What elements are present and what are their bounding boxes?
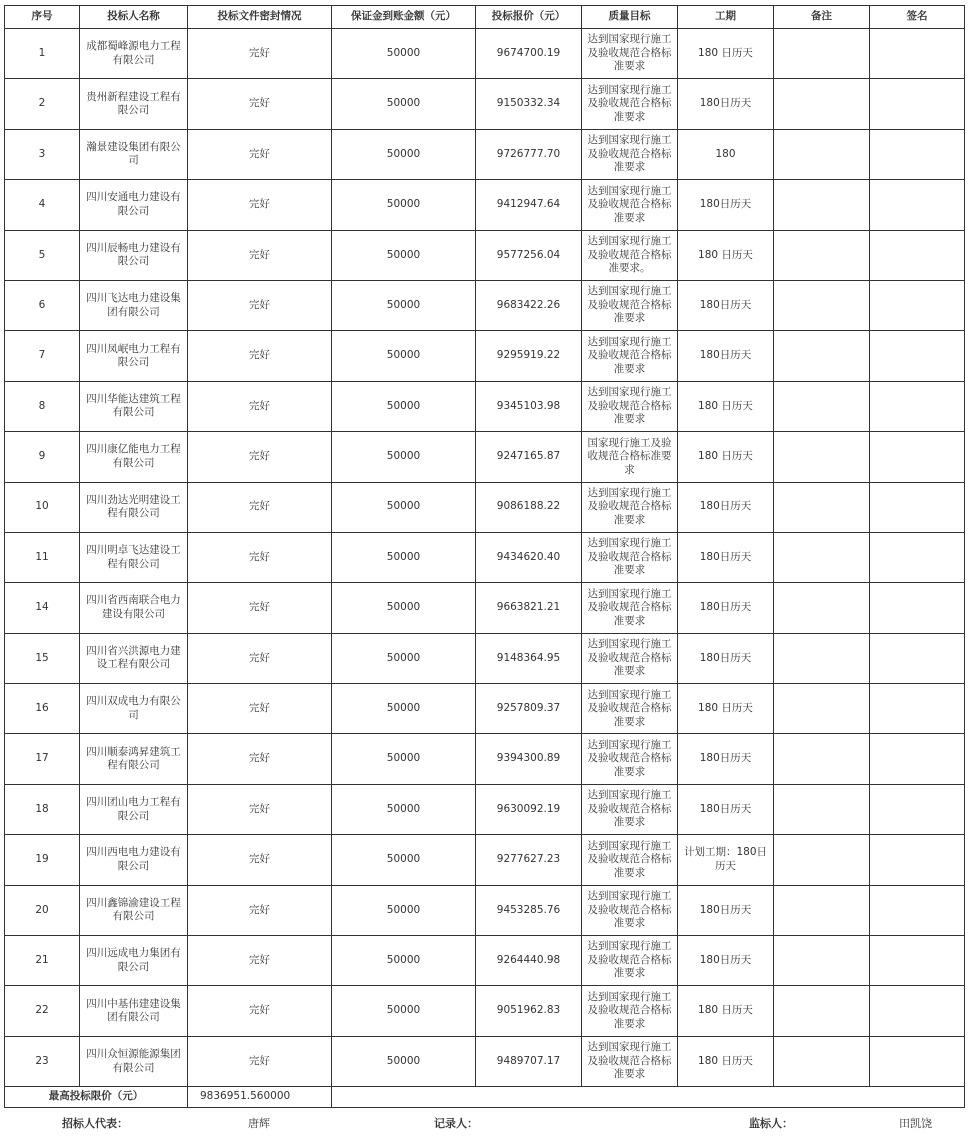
bid-price-cell: 9726777.70 xyxy=(476,129,582,179)
row-no-cell: 3 xyxy=(5,129,80,179)
bidder-name-cell: 四川明卓飞达建设工程有限公司 xyxy=(80,532,188,582)
seal-status-cell: 完好 xyxy=(188,633,332,683)
quality-target-cell: 达到国家现行施工及验收规范合格标准要求 xyxy=(582,29,678,79)
remark-cell xyxy=(774,885,870,935)
row-no-cell: 1 xyxy=(5,29,80,79)
signature-cell xyxy=(870,280,965,330)
deposit-amount-cell: 50000 xyxy=(332,280,476,330)
bid-price-cell: 9295919.22 xyxy=(476,331,582,381)
signature-cell xyxy=(870,29,965,79)
row-no-cell: 4 xyxy=(5,180,80,230)
deposit-amount-cell: 50000 xyxy=(332,432,476,482)
signature-cell xyxy=(870,180,965,230)
bidder-name-cell: 四川西电电力建设有限公司 xyxy=(80,835,188,885)
quality-target-cell: 达到国家现行施工及验收规范合格标准要求 xyxy=(582,784,678,834)
row-no-cell: 11 xyxy=(5,532,80,582)
deposit-amount-cell: 50000 xyxy=(332,684,476,734)
deposit-amount-cell: 50000 xyxy=(332,936,476,986)
deposit-amount-cell: 50000 xyxy=(332,482,476,532)
bidder-name-cell: 四川飞达电力建设集团有限公司 xyxy=(80,280,188,330)
signature-line xyxy=(4,1114,964,1132)
table-row xyxy=(5,633,965,683)
seal-status-cell: 完好 xyxy=(188,936,332,986)
quality-target-cell: 达到国家现行施工及验收规范合格标准要求 xyxy=(582,129,678,179)
remark-cell xyxy=(774,633,870,683)
bidder-name-cell: 贵州新程建设工程有限公司 xyxy=(80,79,188,129)
bidder-name-cell: 四川顺泰鸿昇建筑工程有限公司 xyxy=(80,734,188,784)
seal-status-cell: 完好 xyxy=(188,835,332,885)
seal-status-cell: 完好 xyxy=(188,432,332,482)
construction-period-cell: 180 日历天 xyxy=(678,684,774,734)
deposit-amount-cell: 50000 xyxy=(332,79,476,129)
remark-cell xyxy=(774,583,870,633)
construction-period-cell: 180日历天 xyxy=(678,734,774,784)
seal-status-cell: 完好 xyxy=(188,986,332,1036)
signature-cell xyxy=(870,532,965,582)
quality-target-cell: 达到国家现行施工及验收规范合格标准要求 xyxy=(582,633,678,683)
signature-cell xyxy=(870,885,965,935)
header-no: 序号 xyxy=(5,6,80,29)
seal-status-cell: 完好 xyxy=(188,784,332,834)
table-row xyxy=(5,331,965,381)
bidder-name-cell: 四川辰畅电力建设有限公司 xyxy=(80,230,188,280)
header-construction-period: 工期 xyxy=(678,6,774,29)
signature-cell xyxy=(870,684,965,734)
seal-status-cell: 完好 xyxy=(188,29,332,79)
seal-status-cell: 完好 xyxy=(188,885,332,935)
table-row xyxy=(5,79,965,129)
row-no-cell: 15 xyxy=(5,633,80,683)
bid-price-cell: 9412947.64 xyxy=(476,180,582,230)
remark-cell xyxy=(774,684,870,734)
signature-cell xyxy=(870,633,965,683)
row-no-cell: 5 xyxy=(5,230,80,280)
bid-price-cell: 9148364.95 xyxy=(476,633,582,683)
row-no-cell: 20 xyxy=(5,885,80,935)
construction-period-cell: 180日历天 xyxy=(678,482,774,532)
row-no-cell: 2 xyxy=(5,79,80,129)
bid-price-cell: 9150332.34 xyxy=(476,79,582,129)
construction-period-cell: 180日历天 xyxy=(678,79,774,129)
bidder-name-cell: 四川鑫锦渝建设工程有限公司 xyxy=(80,885,188,935)
remark-cell xyxy=(774,129,870,179)
bidder-name-cell: 四川双成电力有限公司 xyxy=(80,684,188,734)
signature-cell xyxy=(870,230,965,280)
header-signature: 签名 xyxy=(870,6,965,29)
signature-cell xyxy=(870,1036,965,1086)
remark-cell xyxy=(774,784,870,834)
bid-price-cell: 9577256.04 xyxy=(476,230,582,280)
bidder-name-cell: 瀚景建设集团有限公司 xyxy=(80,129,188,179)
quality-target-cell: 达到国家现行施工及验收规范合格标准要求 xyxy=(582,280,678,330)
table-row xyxy=(5,583,965,633)
seal-status-cell: 完好 xyxy=(188,230,332,280)
deposit-amount-cell: 50000 xyxy=(332,734,476,784)
seal-status-cell: 完好 xyxy=(188,280,332,330)
construction-period-cell: 180日历天 xyxy=(678,280,774,330)
row-no-cell: 17 xyxy=(5,734,80,784)
seal-status-cell: 完好 xyxy=(188,129,332,179)
header-deposit-amount: 保证金到账金额（元） xyxy=(332,6,476,29)
table-row xyxy=(5,835,965,885)
table-body xyxy=(5,29,965,1087)
remark-cell xyxy=(774,29,870,79)
row-no-cell: 10 xyxy=(5,482,80,532)
quality-target-cell: 达到国家现行施工及验收规范合格标准要求 xyxy=(582,1036,678,1086)
header-seal-status: 投标文件密封情况 xyxy=(188,6,332,29)
header-bid-price: 投标报价（元） xyxy=(476,6,582,29)
remark-cell xyxy=(774,734,870,784)
signature-cell xyxy=(870,986,965,1036)
deposit-amount-cell: 50000 xyxy=(332,532,476,582)
quality-target-cell: 达到国家现行施工及验收规范合格标准要求 xyxy=(582,684,678,734)
quality-target-cell: 达到国家现行施工及验收规范合格标准要求 xyxy=(582,936,678,986)
construction-period-cell: 180日历天 xyxy=(678,331,774,381)
quality-target-cell: 达到国家现行施工及验收规范合格标准要求 xyxy=(582,734,678,784)
remark-cell xyxy=(774,532,870,582)
deposit-amount-cell: 50000 xyxy=(332,129,476,179)
signature-cell xyxy=(870,784,965,834)
bidder-name-cell: 四川省西南联合电力建设有限公司 xyxy=(80,583,188,633)
table-row xyxy=(5,280,965,330)
construction-period-cell: 180日历天 xyxy=(678,784,774,834)
table-row xyxy=(5,986,965,1036)
table-row xyxy=(5,29,965,79)
table-row xyxy=(5,230,965,280)
bidder-name-cell: 四川中基伟建建设集团有限公司 xyxy=(80,986,188,1036)
quality-target-cell: 达到国家现行施工及验收规范合格标准要求 xyxy=(582,331,678,381)
construction-period-cell: 180 日历天 xyxy=(678,29,774,79)
quality-target-cell: 达到国家现行施工及验收规范合格标准要求 xyxy=(582,583,678,633)
row-no-cell: 16 xyxy=(5,684,80,734)
deposit-amount-cell: 50000 xyxy=(332,986,476,1036)
seal-status-cell: 完好 xyxy=(188,331,332,381)
signature-cell xyxy=(870,79,965,129)
row-no-cell: 9 xyxy=(5,432,80,482)
construction-period-cell: 180日历天 xyxy=(678,936,774,986)
table-row xyxy=(5,734,965,784)
bid-price-cell: 9663821.21 xyxy=(476,583,582,633)
signature-cell xyxy=(870,432,965,482)
row-no-cell: 19 xyxy=(5,835,80,885)
bidder-name-cell: 四川劲达光明建设工程有限公司 xyxy=(80,482,188,532)
max-price-value: 9836951.560000 xyxy=(188,1087,332,1108)
seal-status-cell: 完好 xyxy=(188,1036,332,1086)
row-no-cell: 23 xyxy=(5,1036,80,1086)
seal-status-cell: 完好 xyxy=(188,532,332,582)
quality-target-cell: 达到国家现行施工及验收规范合格标准要求 xyxy=(582,885,678,935)
remark-cell xyxy=(774,986,870,1036)
bid-price-cell: 9247165.87 xyxy=(476,432,582,482)
bid-opening-table xyxy=(4,5,965,1108)
deposit-amount-cell: 50000 xyxy=(332,331,476,381)
bidder-name-cell: 四川凤岷电力工程有限公司 xyxy=(80,331,188,381)
signature-cell xyxy=(870,482,965,532)
construction-period-cell: 180 日历天 xyxy=(678,1036,774,1086)
representative-label: 招标人代表： xyxy=(62,1117,128,1130)
quality-target-cell: 达到国家现行施工及验收规范合格标准要求 xyxy=(582,835,678,885)
bid-price-cell: 9264440.98 xyxy=(476,936,582,986)
remark-cell xyxy=(774,280,870,330)
supervisor-label: 监标人： xyxy=(749,1117,793,1130)
max-price-label: 最高投标限价（元） xyxy=(5,1087,188,1108)
construction-period-cell: 180日历天 xyxy=(678,180,774,230)
bidder-name-cell: 成都蜀峰源电力工程有限公司 xyxy=(80,29,188,79)
signature-cell xyxy=(870,734,965,784)
bid-price-cell: 9683422.26 xyxy=(476,280,582,330)
bid-price-cell: 9630092.19 xyxy=(476,784,582,834)
remark-cell xyxy=(774,79,870,129)
deposit-amount-cell: 50000 xyxy=(332,180,476,230)
table-row xyxy=(5,381,965,431)
bid-price-cell: 9674700.19 xyxy=(476,29,582,79)
construction-period-cell: 180 日历天 xyxy=(678,381,774,431)
construction-period-cell: 180日历天 xyxy=(678,583,774,633)
quality-target-cell: 达到国家现行施工及验收规范合格标准要求。 xyxy=(582,230,678,280)
bid-price-cell: 9257809.37 xyxy=(476,684,582,734)
seal-status-cell: 完好 xyxy=(188,381,332,431)
bid-price-cell: 9489707.17 xyxy=(476,1036,582,1086)
bid-price-cell: 9086188.22 xyxy=(476,482,582,532)
quality-target-cell: 达到国家现行施工及验收规范合格标准要求 xyxy=(582,180,678,230)
bidder-name-cell: 四川安通电力建设有限公司 xyxy=(80,180,188,230)
signature-cell xyxy=(870,331,965,381)
row-no-cell: 6 xyxy=(5,280,80,330)
deposit-amount-cell: 50000 xyxy=(332,633,476,683)
signature-cell xyxy=(870,583,965,633)
quality-target-cell: 达到国家现行施工及验收规范合格标准要求 xyxy=(582,532,678,582)
signature-cell xyxy=(870,835,965,885)
construction-period-cell: 180 日历天 xyxy=(678,230,774,280)
construction-period-cell: 180 xyxy=(678,129,774,179)
row-no-cell: 22 xyxy=(5,986,80,1036)
table-row xyxy=(5,532,965,582)
deposit-amount-cell: 50000 xyxy=(332,885,476,935)
bidder-name-cell: 四川众恒源能源集团有限公司 xyxy=(80,1036,188,1086)
deposit-amount-cell: 50000 xyxy=(332,583,476,633)
seal-status-cell: 完好 xyxy=(188,583,332,633)
table-row xyxy=(5,180,965,230)
construction-period-cell: 180 日历天 xyxy=(678,986,774,1036)
construction-period-cell: 计划工期：180日历天 xyxy=(678,835,774,885)
deposit-amount-cell: 50000 xyxy=(332,381,476,431)
remark-cell xyxy=(774,381,870,431)
bidder-name-cell: 四川康亿能电力工程有限公司 xyxy=(80,432,188,482)
quality-target-cell: 达到国家现行施工及验收规范合格标准要求 xyxy=(582,79,678,129)
row-no-cell: 8 xyxy=(5,381,80,431)
seal-status-cell: 完好 xyxy=(188,180,332,230)
seal-status-cell: 完好 xyxy=(188,482,332,532)
bidder-name-cell: 四川远成电力集团有限公司 xyxy=(80,936,188,986)
bidder-name-cell: 四川团山电力工程有限公司 xyxy=(80,784,188,834)
table-row xyxy=(5,784,965,834)
signature-cell xyxy=(870,936,965,986)
bidder-name-cell: 四川华能达建筑工程有限公司 xyxy=(80,381,188,431)
deposit-amount-cell: 50000 xyxy=(332,835,476,885)
row-no-cell: 7 xyxy=(5,331,80,381)
remark-cell xyxy=(774,835,870,885)
deposit-amount-cell: 50000 xyxy=(332,1036,476,1086)
deposit-amount-cell: 50000 xyxy=(332,784,476,834)
remark-cell xyxy=(774,180,870,230)
bid-price-cell: 9434620.40 xyxy=(476,532,582,582)
representative-name: 唐辉 xyxy=(248,1117,270,1130)
recorder-label: 记录人： xyxy=(434,1117,478,1130)
table-row xyxy=(5,1036,965,1086)
quality-target-cell: 达到国家现行施工及验收规范合格标准要求 xyxy=(582,986,678,1036)
table-row xyxy=(5,129,965,179)
seal-status-cell: 完好 xyxy=(188,734,332,784)
table-row xyxy=(5,482,965,532)
bid-price-cell: 9051962.83 xyxy=(476,986,582,1036)
deposit-amount-cell: 50000 xyxy=(332,230,476,280)
supervisor-name: 田凯饶 xyxy=(899,1117,932,1130)
construction-period-cell: 180 日历天 xyxy=(678,432,774,482)
header-remark: 备注 xyxy=(774,6,870,29)
signature-cell xyxy=(870,381,965,431)
table-header-row xyxy=(5,6,965,29)
header-quality-target: 质量目标 xyxy=(582,6,678,29)
row-no-cell: 18 xyxy=(5,784,80,834)
remark-cell xyxy=(774,331,870,381)
remark-cell xyxy=(774,936,870,986)
seal-status-cell: 完好 xyxy=(188,79,332,129)
max-price-row xyxy=(5,1087,965,1108)
row-no-cell: 21 xyxy=(5,936,80,986)
seal-status-cell: 完好 xyxy=(188,684,332,734)
max-price-blank xyxy=(332,1087,965,1108)
construction-period-cell: 180日历天 xyxy=(678,532,774,582)
row-no-cell: 14 xyxy=(5,583,80,633)
quality-target-cell: 达到国家现行施工及验收规范合格标准要求 xyxy=(582,381,678,431)
remark-cell xyxy=(774,230,870,280)
remark-cell xyxy=(774,482,870,532)
table-row xyxy=(5,885,965,935)
quality-target-cell: 国家现行施工及验收规范合格标准要求 xyxy=(582,432,678,482)
bid-price-cell: 9453285.76 xyxy=(476,885,582,935)
deposit-amount-cell: 50000 xyxy=(332,29,476,79)
bid-price-cell: 9394300.89 xyxy=(476,734,582,784)
table-row xyxy=(5,684,965,734)
construction-period-cell: 180日历天 xyxy=(678,633,774,683)
table-row xyxy=(5,432,965,482)
bid-price-cell: 9345103.98 xyxy=(476,381,582,431)
construction-period-cell: 180日历天 xyxy=(678,885,774,935)
bid-price-cell: 9277627.23 xyxy=(476,835,582,885)
bidder-name-cell: 四川省兴洪源电力建设工程有限公司 xyxy=(80,633,188,683)
table-row xyxy=(5,936,965,986)
header-bidder-name: 投标人名称 xyxy=(80,6,188,29)
remark-cell xyxy=(774,432,870,482)
remark-cell xyxy=(774,1036,870,1086)
signature-cell xyxy=(870,129,965,179)
quality-target-cell: 达到国家现行施工及验收规范合格标准要求 xyxy=(582,482,678,532)
